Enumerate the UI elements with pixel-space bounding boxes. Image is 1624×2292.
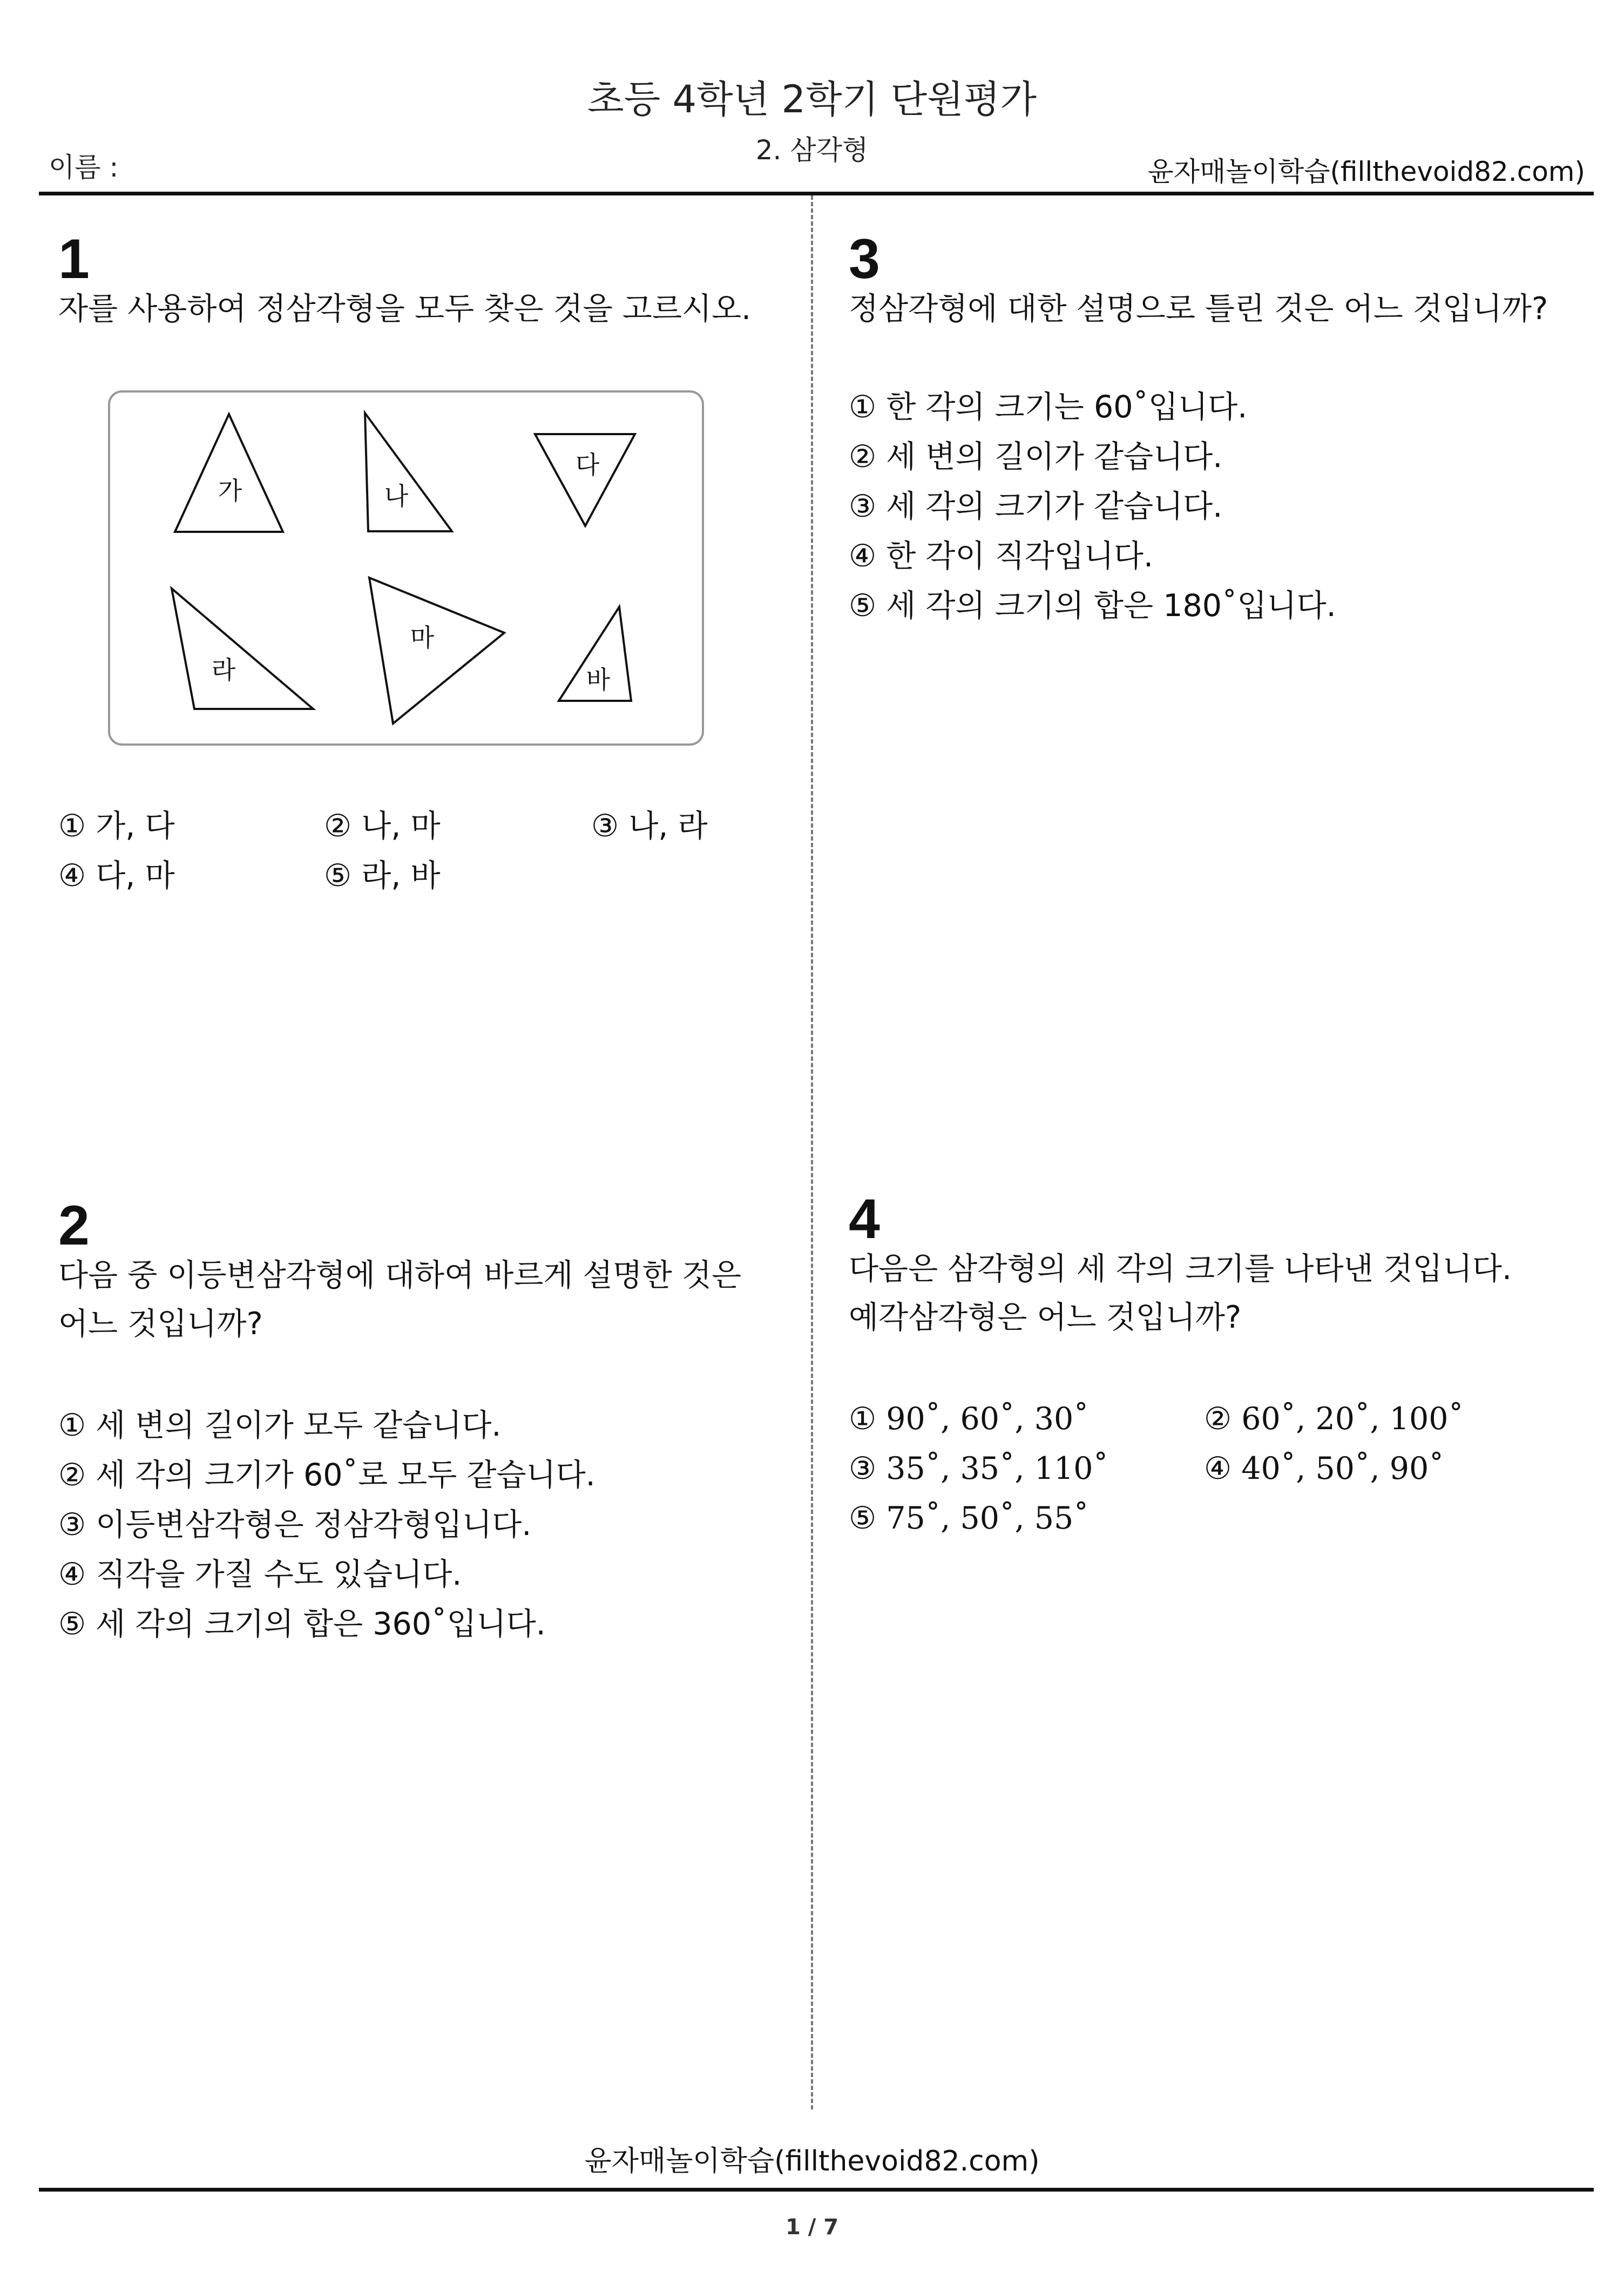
- unit-subtitle: 2. 삼각형: [755, 134, 869, 166]
- q3-option-2[interactable]: ② 세 변의 길이가 같습니다.: [849, 439, 1223, 475]
- triangle-ga: [175, 414, 283, 532]
- q2-option-5[interactable]: ⑤ 세 각의 크기의 합은 360˚입니다.: [58, 1606, 546, 1642]
- q2-option-1[interactable]: ① 세 변의 길이가 모두 같습니다.: [58, 1408, 502, 1443]
- name-label: 이름 :: [49, 152, 119, 183]
- q3-option-3[interactable]: ③ 세 각의 크기가 같습니다.: [849, 489, 1223, 524]
- question-3-number: 3: [849, 228, 880, 290]
- q3-option-5[interactable]: ⑤ 세 각의 크기의 합은 180˚입니다.: [849, 588, 1336, 624]
- q4-option-2[interactable]: ② 60˚, 20˚, 100˚: [1204, 1401, 1464, 1437]
- question-3-text: 정삼각형에 대한 설명으로 틀린 것은 어느 것입니까?: [849, 291, 1548, 327]
- triangle-label-ra: 라: [211, 655, 236, 685]
- triangle-ma: [369, 578, 504, 724]
- question-2-number: 2: [58, 1194, 90, 1257]
- question-1-figure: [108, 390, 704, 746]
- triangles-figure: [110, 393, 702, 743]
- footer-rule: [39, 2188, 1594, 2192]
- question-1-text: 자를 사용하여 정삼각형을 모두 찾은 것을 고르시오.: [58, 291, 752, 327]
- page-number: 1 / 7: [785, 2215, 839, 2240]
- triangle-label-ga: 가: [218, 476, 242, 505]
- q1-option-1[interactable]: ① 가, 다: [58, 808, 175, 844]
- triangle-label-ba: 바: [586, 665, 611, 694]
- triangle-label-da: 다: [575, 450, 600, 479]
- question-4-number: 4: [849, 1188, 880, 1250]
- q4-option-1[interactable]: ① 90˚, 60˚, 30˚: [849, 1401, 1089, 1437]
- q2-option-3[interactable]: ③ 이등변삼각형은 정삼각형입니다.: [58, 1507, 532, 1543]
- q2-option-4[interactable]: ④ 직각을 가질 수도 있습니다.: [58, 1557, 462, 1592]
- page-title: 초등 4학년 2학기 단원평가: [587, 77, 1037, 121]
- question-4-text-line1: 다음은 삼각형의 세 각의 크기를 나타낸 것입니다.: [849, 1251, 1512, 1287]
- triangle-label-ma: 마: [410, 623, 435, 652]
- column-divider: [811, 195, 813, 2110]
- q2-option-2[interactable]: ② 세 각의 크기가 60˚로 모두 같습니다.: [58, 1457, 596, 1493]
- q3-option-4[interactable]: ④ 한 각이 직각입니다.: [849, 538, 1154, 574]
- question-2-text-line1: 다음 중 이등변삼각형에 대하여 바르게 설명한 것은: [58, 1257, 742, 1293]
- triangle-na: [365, 413, 452, 531]
- triangle-ra: [172, 589, 313, 709]
- header-rule: [39, 192, 1594, 195]
- q1-option-5[interactable]: ⑤ 라, 바: [324, 858, 441, 894]
- q3-option-1[interactable]: ① 한 각의 크기는 60˚입니다.: [849, 389, 1248, 425]
- question-2-text-line2: 어느 것입니까?: [58, 1306, 263, 1342]
- site-credit-top: 윤자매놀이학습(fillthevoid82.com): [1147, 156, 1585, 187]
- q4-option-3[interactable]: ③ 35˚, 35˚, 110˚: [849, 1451, 1109, 1486]
- triangle-da: [535, 434, 635, 526]
- q1-option-3[interactable]: ③ 나, 라: [591, 808, 708, 844]
- question-1-number: 1: [58, 228, 90, 290]
- q4-option-4[interactable]: ④ 40˚, 50˚, 90˚: [1204, 1451, 1444, 1486]
- triangle-label-na: 나: [384, 482, 409, 511]
- q1-option-4[interactable]: ④ 다, 마: [58, 858, 175, 894]
- question-4-text-line2: 예각삼각형은 어느 것입니까?: [849, 1300, 1242, 1335]
- q1-option-2[interactable]: ② 나, 마: [324, 808, 441, 844]
- site-credit-footer: 윤자매놀이학습(fillthevoid82.com): [584, 2145, 1040, 2178]
- q4-option-5[interactable]: ⑤ 75˚, 50˚, 55˚: [849, 1500, 1089, 1536]
